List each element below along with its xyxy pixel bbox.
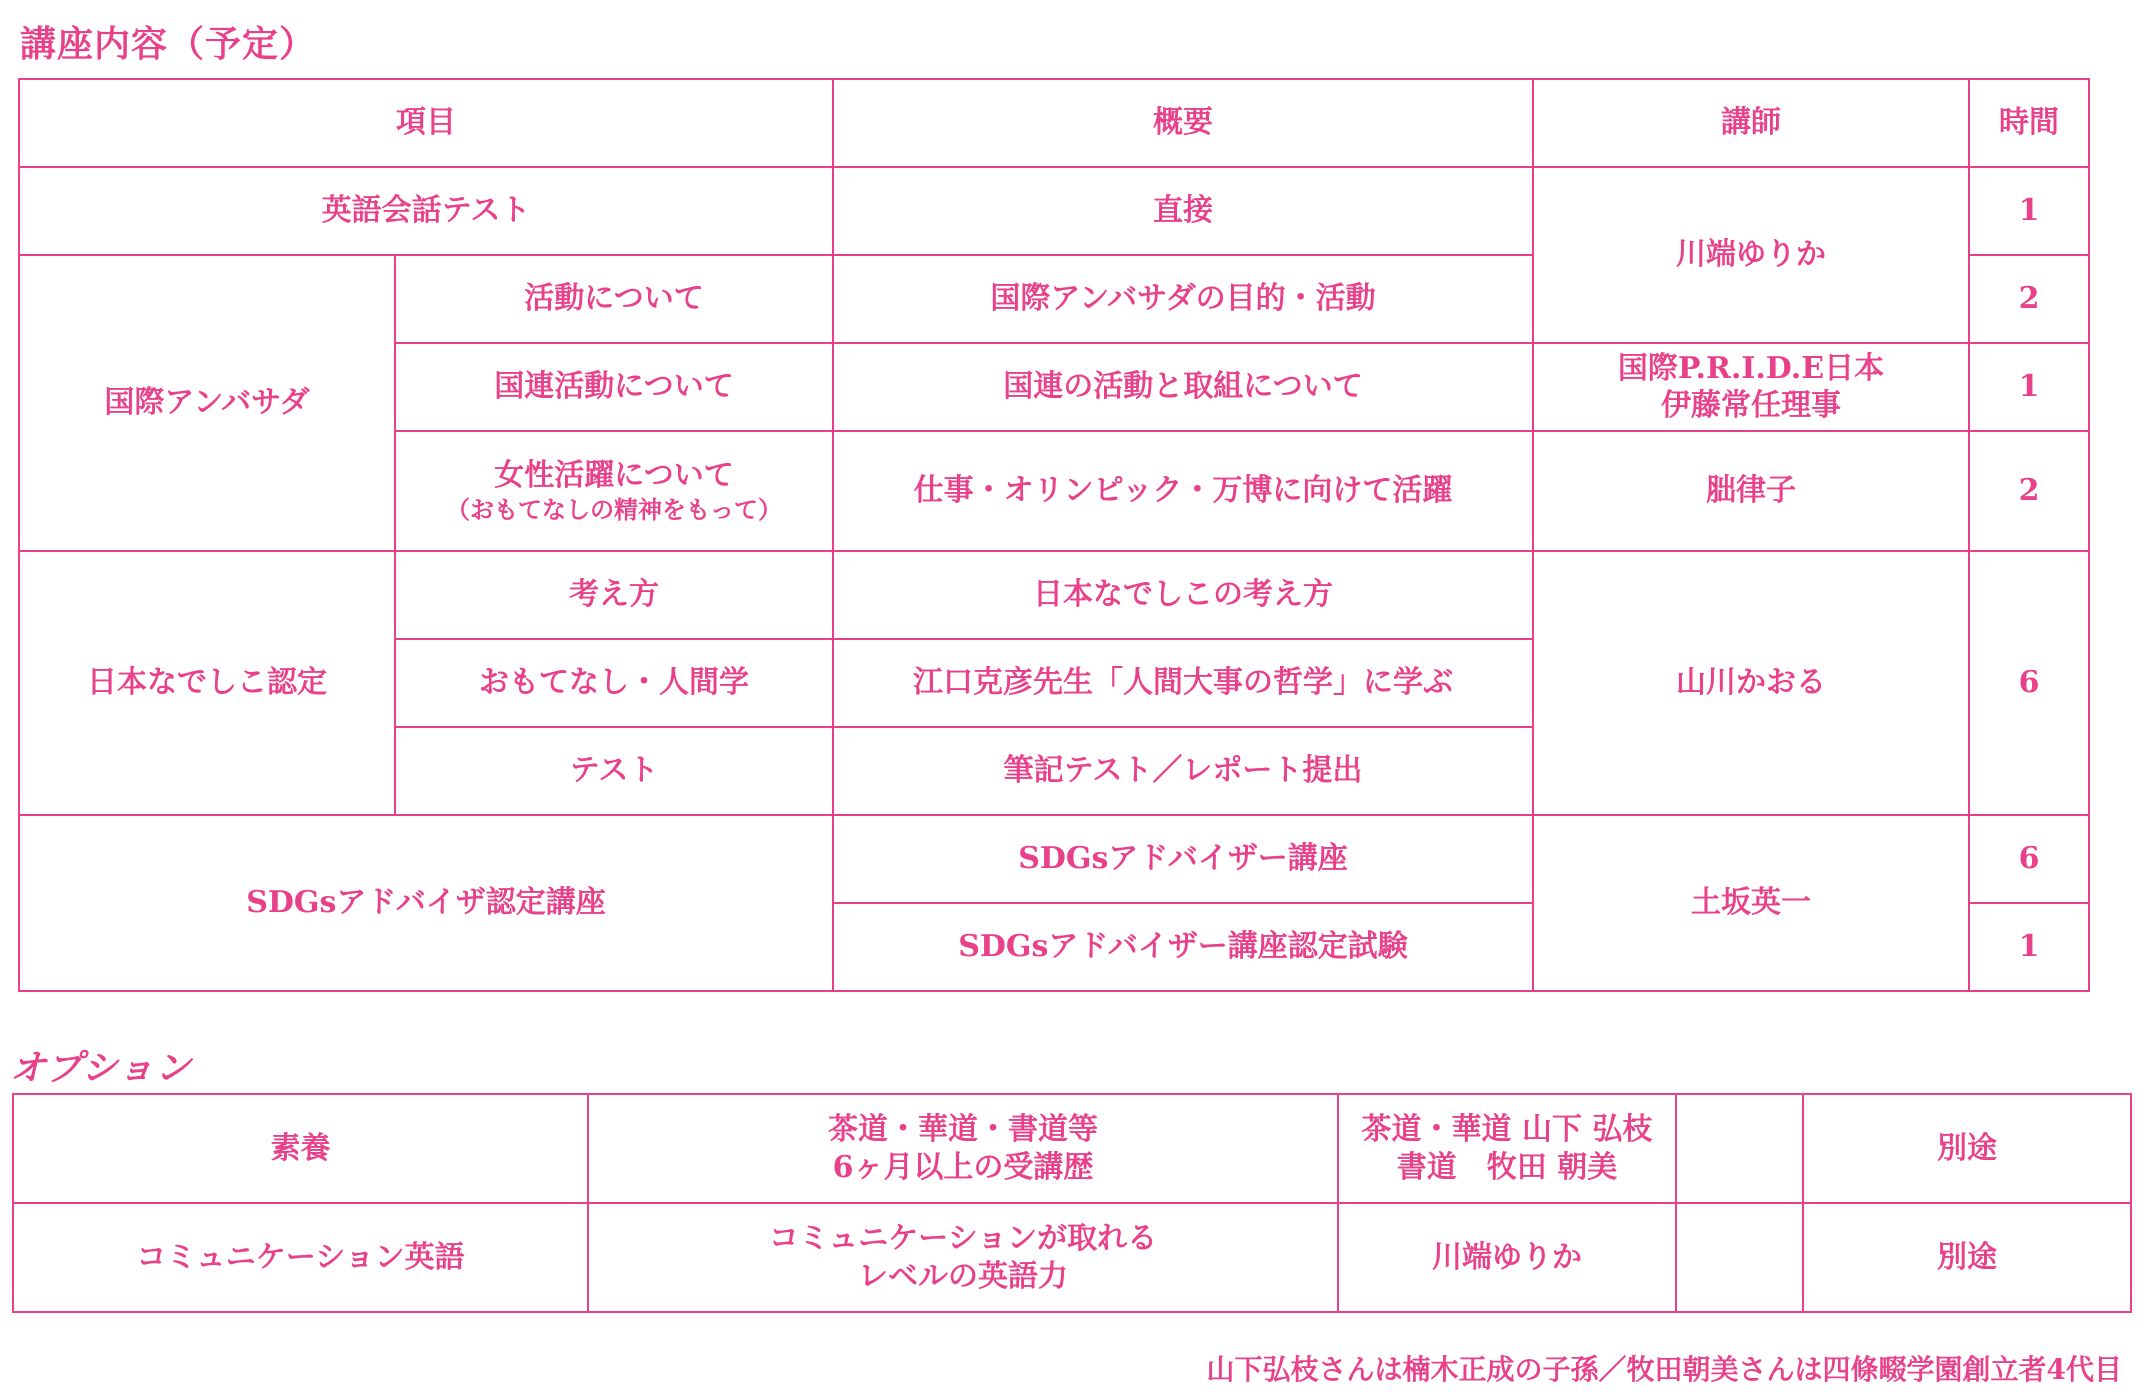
lecturer-line: 書道 牧田 朝美 (1396, 1149, 1618, 1185)
group-cell: 日本なでしこ認定 (19, 551, 395, 815)
summary-line: レベルの英語力 (858, 1258, 1068, 1294)
summary-cell: 国際アンバサダの目的・活動 (833, 255, 1533, 343)
hours-cell: 2 (1969, 431, 2089, 551)
summary-cell: 国連の活動と取組について (833, 343, 1533, 431)
lecturer-cell: 土坂英一 (1533, 815, 1969, 991)
option-lecturer-cell: 川端ゆりか (1338, 1203, 1676, 1312)
header-hours: 時間 (1969, 79, 2089, 167)
lecturer-cell (1533, 343, 1969, 431)
item-cell: 国連活動について (395, 343, 833, 431)
summary-cell: 江口克彦先生「人間大事の哲学」に学ぶ (833, 639, 1533, 727)
summary-cell: SDGsアドバイザー講座 (833, 815, 1533, 903)
course-table (18, 78, 2090, 992)
lecturer-line: 伊藤常任理事 (1661, 388, 1841, 423)
hours-cell: 1 (1969, 343, 2089, 431)
summary-cell: 日本なでしこの考え方 (833, 551, 1533, 639)
table-header-row (19, 79, 2089, 167)
lecturer-cell: 川端ゆりか (1533, 167, 1969, 343)
summary-line: コミュニケーションが取れる (768, 1221, 1158, 1256)
option-summary-cell (588, 1094, 1338, 1203)
option-summary-cell (588, 1203, 1338, 1312)
footnote: 山下弘枝さんは楠木正成の子孫／牧田朝美さんは四條畷学園創立者4代目 (1206, 1353, 2122, 1386)
summary-cell: 仕事・オリンピック・万博に向けて活躍 (833, 431, 1533, 551)
group-cell: SDGsアドバイザ認定講座 (19, 815, 833, 991)
header-item: 項目 (19, 79, 833, 167)
option-fee-cell: 別途 (1803, 1203, 2131, 1312)
option-lecturer-cell (1338, 1094, 1676, 1203)
item-cell: おもてなし・人間学 (395, 639, 833, 727)
item-cell: テスト (395, 727, 833, 815)
hours-cell: 1 (1969, 903, 2089, 991)
item-cell: 活動について (395, 255, 833, 343)
summary-cell: SDGsアドバイザー講座認定試験 (833, 903, 1533, 991)
item-cell (395, 431, 833, 551)
lecturer-cell: 山川かおる (1533, 551, 1969, 815)
table-row (19, 815, 2089, 903)
option-item-cell: 素養 (13, 1094, 588, 1203)
header-summary: 概要 (833, 79, 1533, 167)
hours-cell: 6 (1969, 815, 2089, 903)
lecturer-cell: 胐律子 (1533, 431, 1969, 551)
header-lecturer: 講師 (1533, 79, 1969, 167)
option-extra-cell (1676, 1094, 1803, 1203)
option-title: オプション (10, 1047, 192, 1089)
hours-cell: 2 (1969, 255, 2089, 343)
option-fee-cell: 別途 (1803, 1094, 2131, 1203)
summary-line: 茶道・華道・書道等 (828, 1112, 1098, 1147)
hours-cell: 6 (1969, 551, 2089, 815)
summary-line: 6ヶ月以上の受講歴 (832, 1149, 1094, 1185)
option-extra-cell (1676, 1203, 1803, 1312)
table-row (19, 167, 2089, 255)
summary-cell: 筆記テスト／レポート提出 (833, 727, 1533, 815)
option-item-cell: コミュニケーション英語 (13, 1203, 588, 1312)
item-sublabel: （おもてなしの精神をもって） (446, 494, 782, 524)
summary-cell: 直接 (833, 167, 1533, 255)
item-cell: 英語会話テスト (19, 167, 833, 255)
page-title: 講座内容（予定） (20, 23, 317, 65)
item-label: 女性活躍について (494, 458, 734, 494)
table-row (13, 1094, 2131, 1203)
lecturer-line: 茶道・華道 山下 弘枝 (1361, 1112, 1653, 1147)
group-cell: 国際アンバサダ (19, 255, 395, 551)
table-row (19, 551, 2089, 639)
lecturer-line: 国際P.R.I.D.E日本 (1617, 350, 1885, 386)
hours-cell: 1 (1969, 167, 2089, 255)
table-row (13, 1203, 2131, 1312)
item-cell: 考え方 (395, 551, 833, 639)
option-table (12, 1093, 2132, 1313)
